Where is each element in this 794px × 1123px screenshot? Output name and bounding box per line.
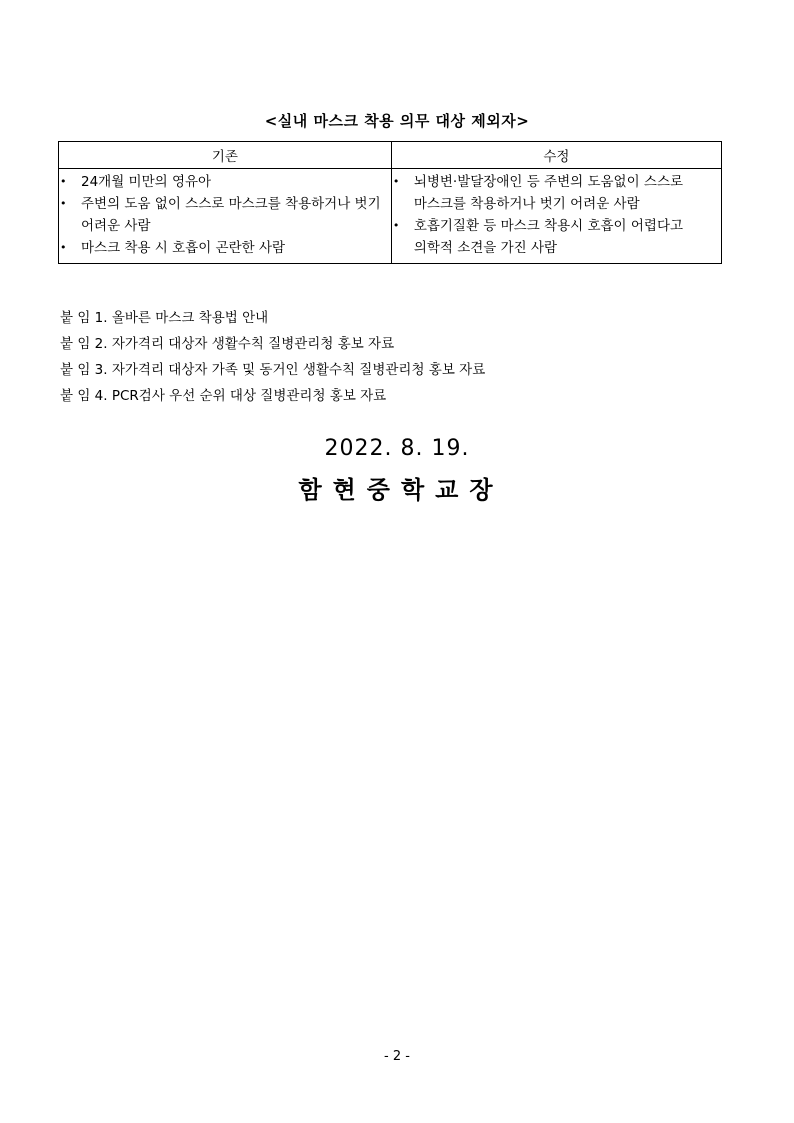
attachment-item: 붙 임 1. 올바른 마스크 착용법 안내 bbox=[60, 310, 269, 326]
attachment-item: 붙 임 3. 자가격리 대상자 가족 및 동거인 생활수칙 질병관리청 홍보 자료 bbox=[60, 362, 486, 378]
bullet-icon: • bbox=[60, 241, 67, 254]
revised-cell bbox=[391, 169, 721, 264]
attachment-item: 붙 임 2. 자가격리 대상자 생활수칙 질병관리청 홍보 자료 bbox=[60, 336, 395, 352]
attachment-list bbox=[60, 305, 485, 409]
existing-list bbox=[59, 171, 391, 259]
list-item: • 마스크 착용 시 호흡이 곤란한 사람 bbox=[59, 237, 391, 259]
document-title: <실내 마스크 착용 의무 대상 제외자> bbox=[264, 112, 530, 130]
column-header-existing: 기존 bbox=[59, 142, 392, 169]
list-item: • 호흡기질환 등 마스크 착용시 호흡이 어렵다고 의학적 소견을 가진 사람 bbox=[392, 215, 721, 259]
bullet-icon: • bbox=[60, 197, 67, 210]
revised-list bbox=[392, 171, 721, 259]
page-number: - 2 - bbox=[384, 1049, 410, 1064]
existing-cell bbox=[59, 169, 392, 264]
bullet-icon: • bbox=[392, 175, 400, 188]
list-item: • 24개월 미만의 영유아 bbox=[59, 171, 391, 193]
bullet-icon: • bbox=[60, 175, 67, 188]
bullet-icon: • bbox=[392, 219, 400, 232]
list-item: • 주변의 도움 없이 스스로 마스크를 착용하거나 벗기 어려운 사람 bbox=[59, 193, 391, 237]
column-header-revised: 수정 bbox=[391, 142, 721, 169]
issue-date: 2022. 8. 19. bbox=[324, 436, 470, 461]
signer-name: 함현중학교장 bbox=[298, 476, 504, 504]
comparison-table bbox=[58, 141, 722, 264]
list-item: • 뇌병변·발달장애인 등 주변의 도움없이 스스로 마스크를 착용하거나 벗기 어려운 사람 bbox=[392, 171, 721, 215]
attachment-item: 붙 임 4. PCR검사 우선 순위 대상 질병관리청 홍보 자료 bbox=[60, 388, 387, 404]
